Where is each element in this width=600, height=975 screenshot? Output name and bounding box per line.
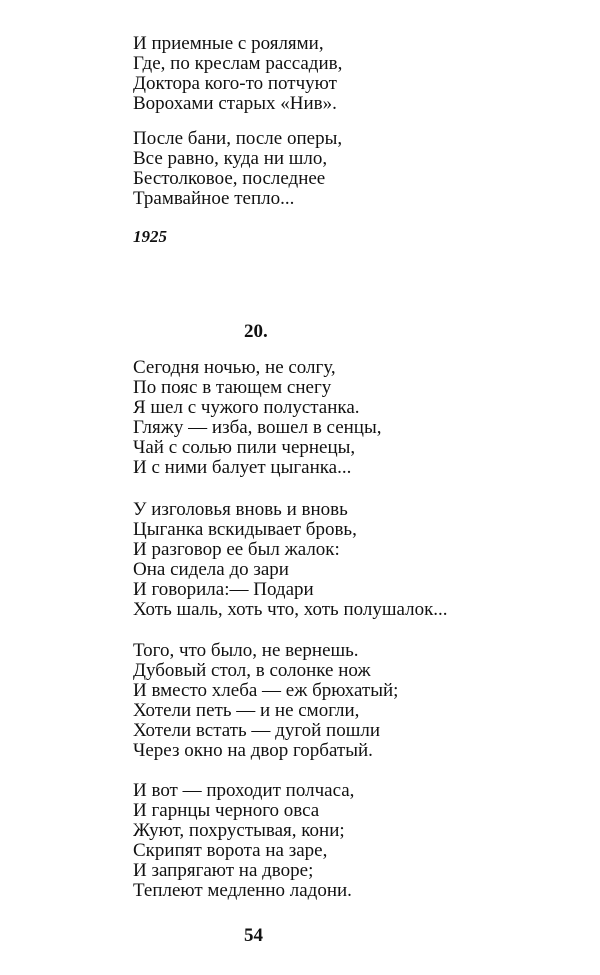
poem-line: Того, что было, не вернешь. <box>133 640 359 661</box>
poem-line: И с ними балует цыганка... <box>133 457 352 478</box>
poem-line: Ворохами старых «Нив». <box>133 93 337 114</box>
poem-line: И гарнцы черного овса <box>133 800 320 821</box>
stanza-4 <box>133 781 354 901</box>
stanza-3 <box>133 641 398 761</box>
poem-line: Все равно, куда ни шло, <box>133 148 328 169</box>
poem-line: После бани, после оперы, <box>133 128 343 149</box>
stanza-prev-1 <box>133 34 342 114</box>
poem-number: 20. <box>244 321 268 342</box>
poem-line: Скрипят ворота на заре, <box>133 840 328 861</box>
poem-line: Она сидела до зари <box>133 559 289 580</box>
poem-line: Я шел с чужого полустанка. <box>133 397 360 418</box>
poem-line: Хотели встать — дугой пошли <box>133 720 380 741</box>
poem-line: Жуют, похрустывая, кони; <box>133 820 345 841</box>
poem-line: Цыганка вскидывает бровь, <box>133 519 357 540</box>
poem-line: По пояс в тающем снегу <box>133 377 332 398</box>
poem-line: И приемные с роялями, <box>133 33 324 54</box>
poem-line: Доктора кого-то потчуют <box>133 73 337 94</box>
poem-line: У изголовья вновь и вновь <box>133 499 348 520</box>
poem-line: И говорила:— Подари <box>133 579 314 600</box>
page-number: 54 <box>244 925 263 946</box>
poem-line: Чай с солью пили чернецы, <box>133 437 356 458</box>
poem-line: Хотели петь — и не смогли, <box>133 700 360 721</box>
poem-line: И разговор ее был жалок: <box>133 539 340 560</box>
poem-line: Через окно на двор горбатый. <box>133 740 373 761</box>
stanza-prev-2 <box>133 129 342 209</box>
stanza-2 <box>133 500 448 620</box>
poem-line: И вместо хлеба — еж брюхатый; <box>133 680 399 701</box>
poem-line: Гляжу — изба, вошел в сенцы, <box>133 417 382 438</box>
poem-line: Бестолковое, последнее <box>133 168 326 189</box>
poem-line: Сегодня ночью, не солгу, <box>133 357 336 378</box>
poem-line: Теплеют медленно ладони. <box>133 880 352 901</box>
stanza-1 <box>133 358 381 478</box>
poem-line: Дубовый стол, в солонке нож <box>133 660 371 681</box>
poem-date: 1925 <box>133 227 167 246</box>
poem-line: И вот — проходит полчаса, <box>133 780 355 801</box>
poem-line: Трамвайное тепло... <box>133 188 295 209</box>
poem-line: Где, по креслам рассадив, <box>133 53 343 74</box>
poem-line: И запрягают на дворе; <box>133 860 314 881</box>
poem-line: Хоть шаль, хоть что, хоть полушалок... <box>133 599 448 620</box>
